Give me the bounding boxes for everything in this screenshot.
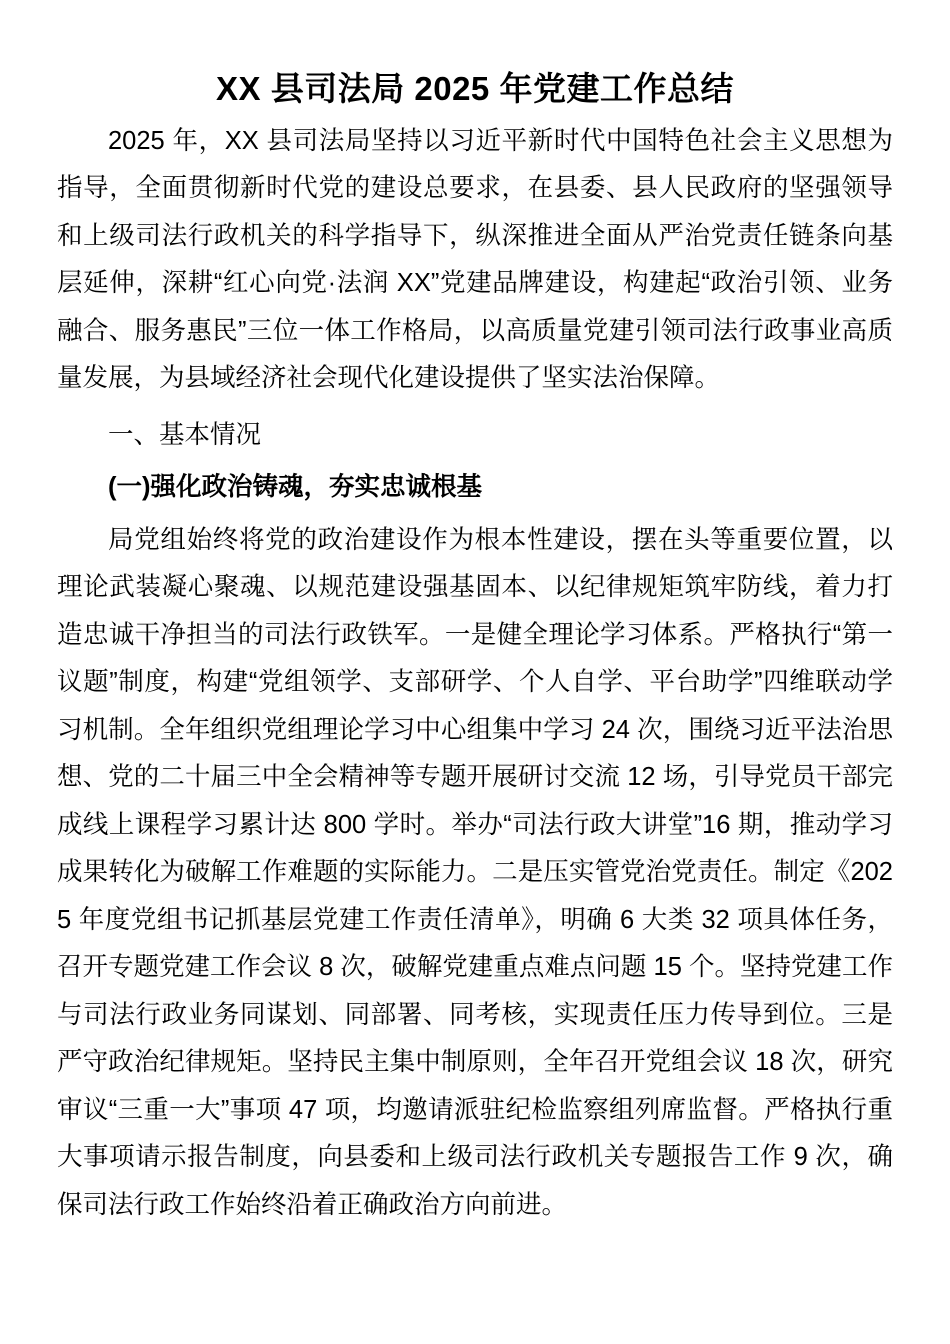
page-title: XX 县司法局 2025 年党建工作总结 <box>216 70 734 107</box>
section-heading-basic-situation: 一、基本情况 <box>108 420 262 449</box>
subsection-heading-political-foundation: (一)强化政治铸魂，夯实忠诚根基 <box>108 473 482 502</box>
spacer-before-section-heading <box>57 403 893 412</box>
subsection-one-body-paragraph: 局党组始终将党的政治建设作为根本性建设，摆在头等重要位置，以理论武装凝心聚魂、以规范建设强基固本、以纪律规矩筑牢防线，着力打造忠诚干净担当的司法行政铁军。一是健全理论学习体系。严格执行“第一议题”制度，构建“党组领学、支部研学、个人自学、平台助学”四维联动学习机制。全年组织党组理论学习中心组集中学习 24 次，围绕习近平法治思想、党的二十届三中全会精神等专题开展研讨交流 12 场，引导党员干部完成线上课程学习累计达 800 学时。举办“司法行政大讲堂”16 期，推动学习成果转化为破解工作难题的实际能力。二是压实管党治党责任。制定《2025 年度党组书记抓基层党建工作责任清单》，明确 6 大类 32 项具体任务，召开专题党建工作会议 8 次，破解党建重点难点问题 15 个。坚持党建工作与司法行政业务同谋划、同部署、同考核，实现责任压力传导到位。三是严守政治纪律规矩。坚持民主集中制原则，全年召开党组会议 18 次，研究审议“三重一大”事项 47 项，均邀请派驻纪检监察组列席监督。严格执行重大事项请示报告制度，向县委和上级司法行政机关专题报告工作 9 次，确保司法行政工作始终沿着正确政治方向前进。 <box>57 525 893 1219</box>
opening-paragraph: 2025 年，XX 县司法局坚持以习近平新时代中国特色社会主义思想为指导，全面贯彻新时代党的建设总要求，在县委、县人民政府的坚强领导和上级司法行政机关的科学指导下，纵深推进全面从严治党责任链条向基层延伸，深耕“红心向党·法润 XX”党建品牌建设，构建起“政治引领、业务融合、服务惠民”三位一体工作格局，以高质量党建引领司法行政事业高质量发展，为县域经济社会现代化建设提供了坚实法治保障。 <box>57 126 893 393</box>
